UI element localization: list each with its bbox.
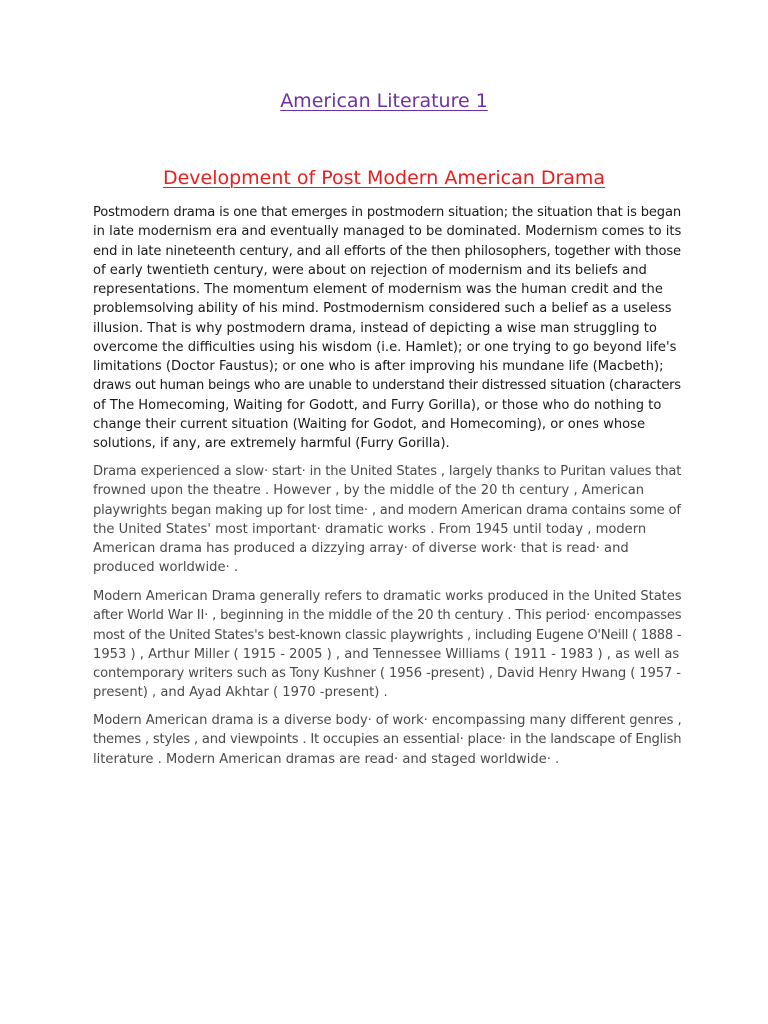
- paragraph-line: most of the United States's best-known classic playwrights , including Eugene O'Neill ( 1888 -: [93, 627, 682, 643]
- paragraph-line: contemporary writers such as Tony Kushner ( 1956 -present) , David Henry Hwang ( 1957 -: [93, 666, 681, 681]
- paragraph-line: 1953 ) , Arthur Miller ( 1915 - 2005 ) , and Tennessee Williams ( 1911 - 1983 ) , as well as: [93, 646, 680, 662]
- paragraph-line: the United States' most important· dramatic works . From 1945 until today , modern: [93, 521, 647, 537]
- paragraph-line: overcome the difficulties using his wisdom (i.e. Hamlet); or one trying to go beyond life's: [93, 339, 677, 355]
- paragraph-line: after World War II· , beginning in the middle of the 20 th century . This period· encompasses: [93, 608, 682, 624]
- paragraph-line: Modern American Drama generally refers to dramatic works produced in the United States: [93, 589, 682, 604]
- essay-title: Development of Post Modern American Drama: [162, 167, 606, 189]
- paragraph-line: of early twentieth century, were about on rejection of modernism and its beliefs and: [93, 262, 647, 278]
- paragraph-line: playwrights began making up for lost time· , and modern American drama contains some of: [93, 502, 681, 518]
- course-title[interactable]: American Literature 1: [280, 90, 488, 112]
- paragraph-line: draws out human beings who are unable to understand their distressed situation (characters: [93, 378, 681, 394]
- paragraph-line: change their current situation (Waiting for Godot, and Homecoming), or ones whose: [93, 416, 646, 432]
- paragraph-postmodern-drama: [93, 203, 681, 453]
- paragraph-line: solutions, if any, are extremely harmful (Furry Gorilla).: [93, 436, 450, 451]
- paragraph-line: problemsolving ability of his mind. Postmodernism considered such a belief as a useless: [93, 301, 672, 317]
- paragraph-line: Drama experienced a slow· start· in the United States , largely thanks to Puritan values that: [93, 464, 682, 479]
- paragraph-line: illusion. That is why postmodern drama, instead of depicting a wise man struggling to: [93, 320, 657, 336]
- paragraph-line: present) , and Ayad Akhtar ( 1970 -present) .: [93, 685, 388, 701]
- paragraph-modern-american-drama: [93, 587, 681, 703]
- paragraph-line: frowned upon the theatre . However , by the middle of the 20 th century , American: [93, 483, 645, 499]
- paragraph-drama-history: [93, 462, 681, 578]
- paragraph-line: produced worldwide· .: [93, 560, 239, 576]
- paragraph-line: limitations (Doctor Faustus); or one who is after improving his mundane life (Macbeth);: [93, 359, 664, 374]
- paragraph-line: literature . Modern American dramas are read· and staged worldwide· .: [93, 751, 560, 767]
- paragraph-line: representations. The momentum element of modernism was the human credit and the: [93, 282, 663, 297]
- paragraph-line: themes , styles , and viewpoints . It occupies an essential· place· in the landscape of English: [93, 732, 682, 748]
- paragraph-line: end in late nineteenth century, and all efforts of the then philosophers, together with those: [93, 243, 681, 259]
- paragraph-line: American drama has produced a dizzying array· of diverse work· that is read· and: [93, 541, 629, 556]
- paragraph-line: in late modernism era and eventually managed to be dominated. Modernism comes to its: [93, 224, 682, 240]
- paragraph-line: Modern American drama is a diverse body· of work· encompassing many different genres ,: [93, 713, 682, 728]
- paragraph-line: Postmodern drama is one that emerges in postmodern situation; the situation that is began: [93, 205, 681, 220]
- paragraph-line: of The Homecoming, Waiting for Godott, and Furry Gorilla), or those who do nothing to: [93, 397, 662, 413]
- paragraph-diverse-body: [93, 711, 681, 769]
